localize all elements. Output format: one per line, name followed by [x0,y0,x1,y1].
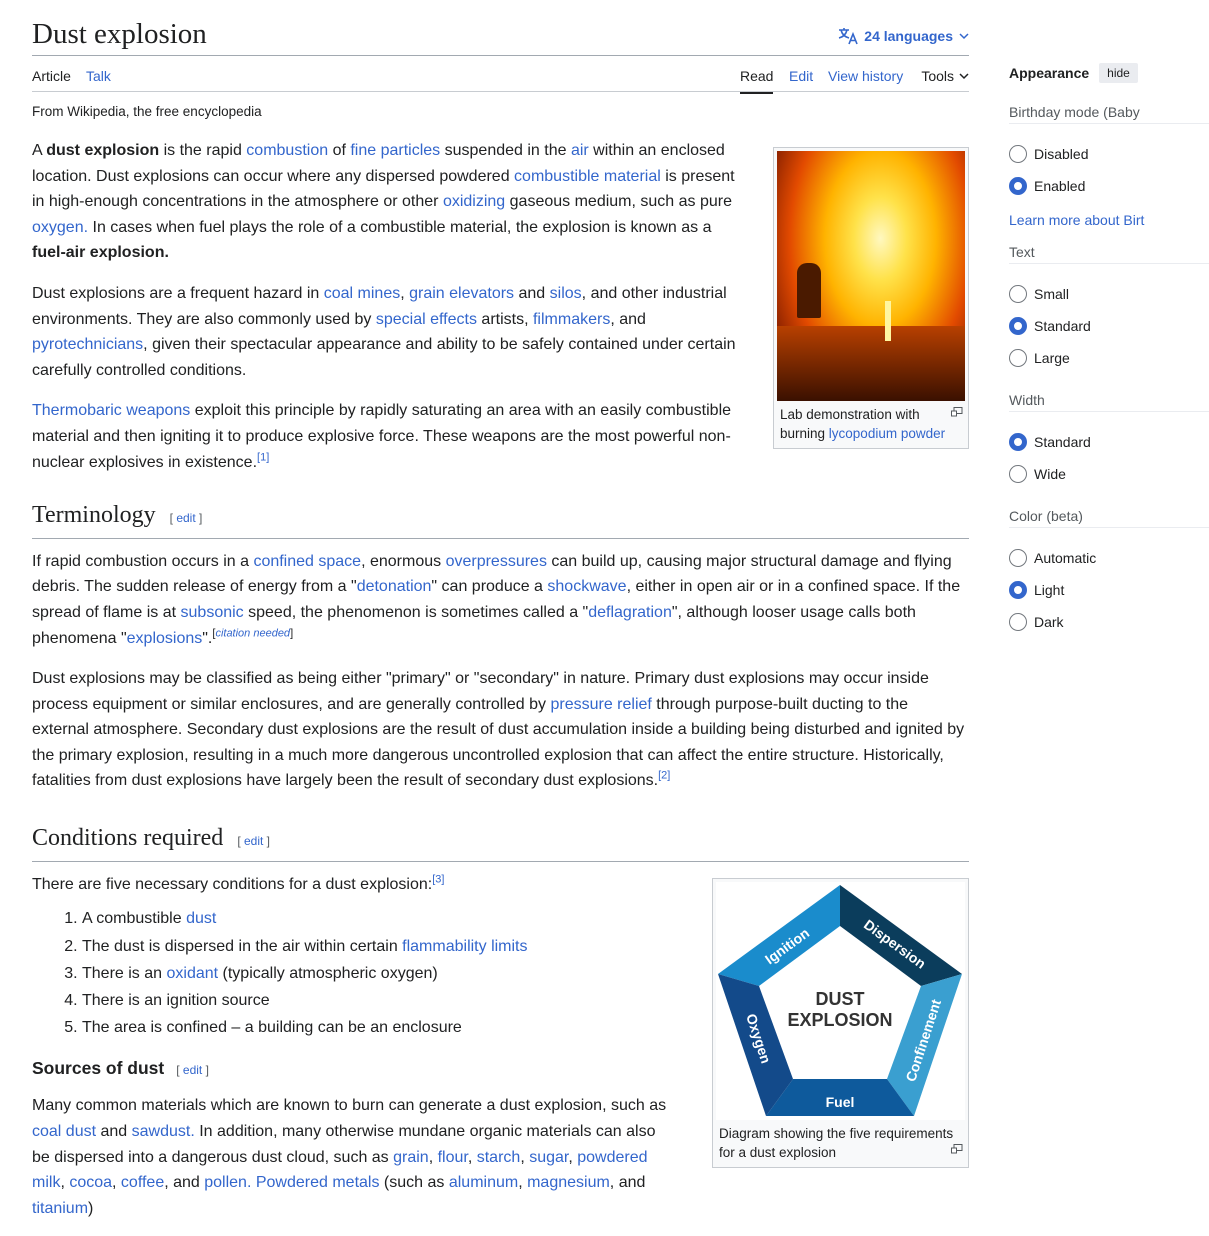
conditions-list [32,905,969,1041]
hide-appearance-button[interactable]: hide [1099,63,1138,83]
ref-3[interactable]: [3] [432,873,445,886]
intro-paragraph-1: A dust explosion is the rapid combustion of fine particles suspended in the air within an enclosed location. Dust explosions can occur where any dispersed powdered combustible material is present in high-enough concentrations in the atmosphere or other oxidizing gaseous medium, such as pure oxygen. In cases when fuel plays the role of a combustible material, the explosion is known as a fuel-air explosion. [32,142,735,262]
link-subsonic[interactable]: subsonic [180,603,244,621]
link-thermobaric-weapons[interactable]: Thermobaric weapons [32,402,191,420]
link-starch[interactable]: starch [476,1148,521,1166]
color-label: Color (beta) [1009,508,1209,528]
tagline: From Wikipedia, the free encyclopedia [32,104,262,119]
tools-menu[interactable] [921,68,969,84]
radio-color-dark[interactable]: Dark [1009,606,1149,638]
link-grain[interactable]: grain [393,1148,429,1166]
link-sawdust[interactable]: sawdust. [131,1122,195,1140]
page-tabs [32,56,969,92]
label-ignition: Ignition [761,924,813,968]
appearance-panel [1009,60,1149,638]
link-coffee[interactable]: coffee [120,1174,165,1192]
link-sugar[interactable]: sugar [529,1148,569,1166]
radio-checked-icon [1009,581,1027,599]
center-line-1: DUST [815,989,865,1009]
tab-read[interactable]: Read [740,68,773,94]
intro-paragraph-2: Dust explosions are a frequent hazard in coal mines, grain elevators and silos, and other industrial environments. They are also commonly used by special effects artists, filmmakers, and pyrotechnicians, given their spectacular appearance and ability to be safely contained under certain carefully controlled conditions. [32,284,736,379]
link-grain-elevators[interactable]: grain elevators [409,284,515,302]
link-combustible-material[interactable]: combustible material [514,167,661,185]
languages-label: 24 languages [864,28,953,44]
ref-1[interactable]: [1] [257,451,270,464]
link-filmmakers[interactable]: filmmakers [532,310,611,328]
radio-checked-icon [1009,317,1027,335]
appearance-header [1009,60,1149,86]
edit-section-sources[interactable]: [ edit ] [176,1062,209,1077]
link-explosions[interactable]: explosions [126,629,203,647]
tools-label: Tools [921,68,954,84]
page-title: Dust explosion [32,18,207,50]
radio-text-standard[interactable]: Standard [1009,310,1149,342]
radio-birthday-enabled[interactable]: Enabled [1009,170,1149,202]
figure-caption: Diagram showing the five requirements for a dust explosion [716,1120,965,1164]
radio-text-small[interactable]: Small [1009,278,1149,310]
text-size-label: Text [1009,244,1209,264]
list-item: 4. There is an ignition source [82,987,969,1014]
link-deflagration[interactable]: deflagration [588,603,672,621]
link-powdered-metals[interactable]: Powdered metals [255,1174,380,1192]
terminology-paragraph-1: If rapid combustion occurs in a confined space, enormous overpressures can build up, causing major structural damage and flying debris. The sudden release of energy from a "detonation" can produce a shockwave, either in open air or in a confined space. If the spread of flame is at subsonic speed, the phenomenon is sometimes called a "deflagration", although looser usage calls both phenomena "explosions".[citation needed] [32,552,961,647]
tab-article[interactable]: Article [32,68,71,84]
tab-view-history[interactable]: View history [828,68,904,84]
sources-paragraph-1: Many common materials which are known to burn can generate a dust explosion, such as coal dust and sawdust. In addition, many otherwise mundane organic materials can also be dispersed into a dangerous dust cloud, such as grain, flour, starch, sugar, powdered milk, cocoa, coffee, and pollen. Powdered metals (such as aluminum, magnesium, and titanium) [32,1097,667,1217]
heading-sources-of-dust: Sources of dust [ edit ] [32,1056,969,1084]
radio-icon [1009,549,1027,567]
learn-more-birthday-link[interactable]: Learn more about Birt [1009,212,1145,228]
radio-text-large[interactable]: Large [1009,342,1149,374]
title-row [32,0,969,56]
radio-birthday-disabled[interactable]: Disabled [1009,138,1149,170]
list-item: 2. The dust is dispersed in the air within certain flammability limits [82,933,969,960]
radio-icon [1009,465,1027,483]
center-line-2: EXPLOSION [787,1010,893,1030]
radio-checked-icon [1009,433,1027,451]
link-coal-dust[interactable]: coal dust [32,1122,97,1140]
link-combustion[interactable]: combustion [246,142,329,159]
intro-paragraph-3: Thermobaric weapons exploit this principle by rapidly saturating an area with an easily combustible material and then igniting it to produce explosive force. These weapons are the most powerful non-nuclear explosives in existence.[1] [32,402,732,471]
link-oxygen[interactable]: oxygen. [32,218,89,236]
link-aluminum[interactable]: aluminum [448,1174,519,1192]
link-air[interactable]: air [570,142,589,159]
radio-icon [1009,613,1027,631]
radio-width-wide[interactable]: Wide [1009,458,1149,490]
conditions-intro: There are five necessary conditions for a dust explosion:[3] [32,873,445,893]
languages-button[interactable] [838,27,969,45]
link-cocoa[interactable]: cocoa [69,1174,113,1192]
link-magnesium[interactable]: magnesium [527,1174,610,1192]
tab-talk[interactable]: Talk [86,68,111,84]
article-column [32,0,969,1217]
edit-section-conditions[interactable]: [ edit ] [237,834,271,849]
link-flammability-limits[interactable]: flammability limits [402,937,528,955]
link-silos[interactable]: silos [549,284,582,302]
link-fine-particles[interactable]: fine particles [350,142,441,159]
label-fuel: Fuel [825,1094,855,1110]
link-lycopodium-powder[interactable]: lycopodium powder [828,426,946,441]
tab-edit[interactable]: Edit [789,68,814,84]
radio-color-light[interactable]: Light [1009,574,1149,606]
link-overpressures[interactable]: overpressures [445,552,547,570]
list-item: 1. A combustible dust [82,905,969,932]
link-pollen[interactable]: pollen. [204,1174,252,1192]
link-pyrotechnicians[interactable]: pyrotechnicians [32,336,144,354]
label-oxygen: Oxygen [743,1011,775,1066]
heading-conditions-required: Conditions required [ edit ] [32,826,969,862]
radio-width-standard[interactable]: Standard [1009,426,1149,458]
link-shockwave[interactable]: shockwave [547,578,627,596]
figure-caption: Lab demonstration with burning lycopodium powder [777,401,965,445]
link-coal-mines[interactable]: coal mines [323,284,401,302]
link-special-effects[interactable]: special effects [375,310,477,328]
chevron-down-icon [959,73,969,79]
radio-icon [1009,145,1027,163]
link-titanium[interactable]: titanium [32,1199,89,1217]
link-oxidant[interactable]: oxidant [166,964,219,982]
heading-terminology: Terminology [ edit ] [32,503,969,539]
radio-checked-icon [1009,177,1027,195]
link-confined-space[interactable]: confined space [253,552,362,570]
link-detonation[interactable]: detonation [356,578,432,596]
width-label: Width [1009,392,1209,412]
list-item: 3. There is an oxidant (typically atmospheric oxygen) [82,960,969,987]
article-body [32,138,969,1236]
radio-color-automatic[interactable]: Automatic [1009,542,1149,574]
translate-icon [838,27,858,45]
appearance-title: Appearance [1009,65,1090,81]
list-item: 5. The area is confined – a building can be an enclosure [82,1014,969,1041]
edit-section-terminology[interactable]: [ edit ] [169,511,203,526]
citation-needed: [citation needed] [212,627,294,640]
birthday-mode-label: Birthday mode (Baby [1009,104,1209,124]
label-confinement: Confinement [902,997,945,1084]
label-dispersion: Dispersion [860,916,929,972]
link-powdered-milk[interactable]: powdered milk [32,1148,648,1192]
link-oxidizing[interactable]: oxidizing [442,193,506,211]
link-flour[interactable]: flour [437,1148,468,1166]
ref-2[interactable]: [2] [658,770,671,783]
link-pressure-relief[interactable]: pressure relief [550,695,652,713]
terminology-paragraph-2: Dust explosions may be classified as being either "primary" or "secondary" in nature. Primary dust explosions may occur inside process equipment or similar enclosures, and are generally controlled by pressure relief through purpose-built ducting to the external atmosphere. Secondary dust explosions are the result of dust accumulation inside a building being disturbed and ignited by the primary explosion, resulting in a much more dangerous uncontrolled explosion that can affect the entire structure. Historically, fatalities from dust explosions have largely been the result of secondary dust explosions.[2] [32,670,965,790]
link-dust[interactable]: dust [186,910,217,928]
radio-icon [1009,285,1027,303]
chevron-down-icon [959,33,969,39]
radio-icon [1009,349,1027,367]
